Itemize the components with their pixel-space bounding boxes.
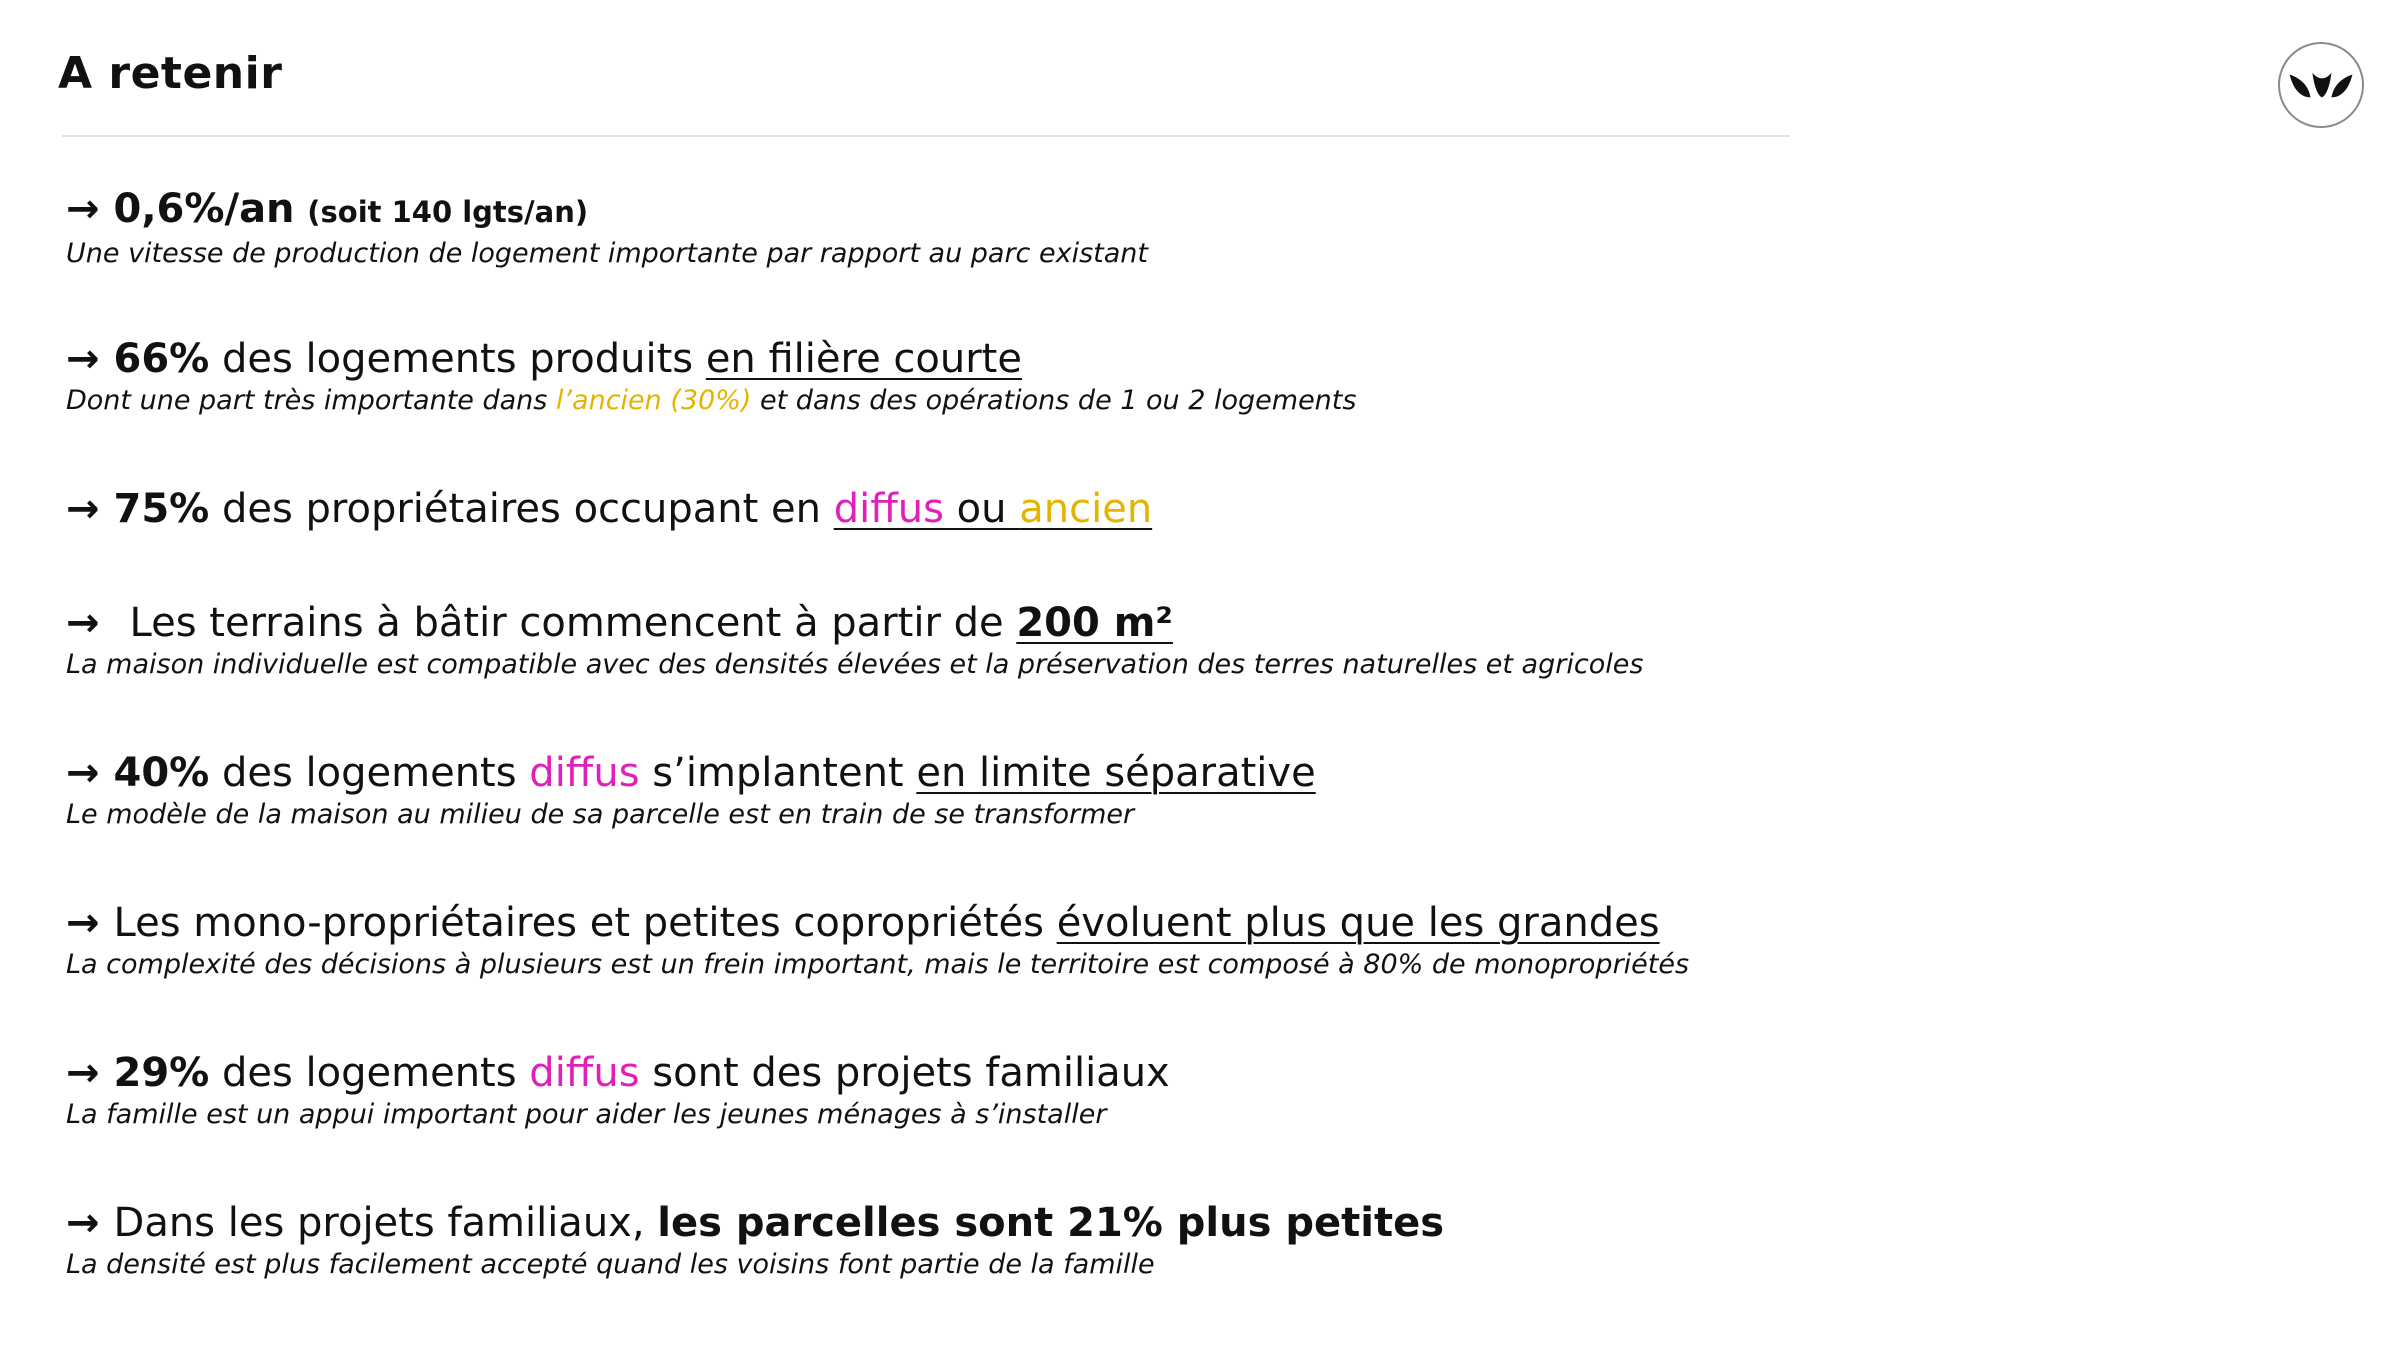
item-subtitle: Une vitesse de production de logement importante par rapport au parc existant — [66, 238, 1148, 269]
item-headline — [66, 1048, 1786, 1098]
list-item — [66, 748, 1786, 832]
item-headline — [66, 484, 1786, 534]
item-subtitle: La famille est un appui important pour aider les jeunes ménages à s’installer — [66, 1099, 1107, 1130]
item-stat: 75% — [113, 486, 210, 532]
subtitle-suffix: et dans des opérations de 1 ou 2 logements — [751, 385, 1357, 416]
highlight-diffus: diffus — [529, 750, 640, 796]
list-item — [66, 1198, 1786, 1282]
item-underlined-text: en filière courte — [705, 336, 1022, 382]
item-text: Dans les projets familiaux, — [113, 1200, 658, 1246]
item-subtitle: La complexité des décisions à plusieurs est un frein important, mais le territoire est composé à 80% de monopropriétés — [66, 949, 1690, 980]
title-divider — [62, 135, 1790, 137]
item-stat: 29% — [113, 1050, 210, 1096]
page-title: A retenir — [58, 48, 283, 99]
arrow-right-icon: → — [66, 486, 100, 532]
arrow-right-icon: → — [66, 750, 100, 796]
item-headline — [66, 748, 1786, 798]
list-item — [66, 1048, 1786, 1132]
list-item — [66, 598, 1786, 682]
arrow-right-icon: → — [66, 600, 100, 646]
item-stat: 66% — [113, 336, 210, 382]
item-stat: 40% — [113, 750, 210, 796]
item-text: des logements — [209, 1050, 530, 1096]
subtitle-prefix: Dont une part très importante dans — [66, 385, 556, 416]
item-subtitle: La maison individuelle est compatible avec des densités élevées et la préservation des terres naturelles et agricoles — [66, 649, 1644, 680]
item-headline — [66, 334, 1786, 384]
arrow-right-icon: → — [66, 900, 100, 946]
item-headline — [66, 898, 1786, 948]
item-underlined-text: évoluent plus que les grandes — [1056, 900, 1660, 946]
item-stat-detail: (soit 140 lgts/an) — [307, 195, 589, 229]
item-text: Les terrains à bâtir commencent à partir de — [129, 600, 1017, 646]
item-text: des propriétaires occupant en — [209, 486, 834, 532]
item-stat: les parcelles sont 21% plus petites — [657, 1200, 1445, 1246]
subtitle-highlight-ancien: l’ancien (30%) — [555, 385, 752, 416]
list-item — [66, 484, 1786, 534]
arrow-right-icon: → — [66, 1200, 100, 1246]
item-text: s’implantent — [639, 750, 917, 796]
highlight-diffus: diffus — [833, 486, 944, 532]
item-headline — [66, 598, 1786, 648]
item-underlined-text: en limite séparative — [916, 750, 1316, 796]
list-item — [66, 184, 1786, 271]
item-subtitle: La densité est plus facilement accepté quand les voisins font partie de la famille — [66, 1249, 1155, 1280]
arrow-right-icon: → — [66, 1050, 100, 1096]
list-item — [66, 898, 1786, 982]
arrow-right-icon: → — [66, 336, 100, 382]
leaf-logo-icon — [2278, 42, 2364, 128]
item-text: des logements — [209, 750, 530, 796]
arrow-right-icon: → — [66, 186, 100, 232]
list-item — [66, 334, 1786, 418]
item-stat: 200 m² — [1016, 600, 1173, 646]
item-text-ou: ou — [943, 486, 1020, 532]
item-subtitle: Le modèle de la maison au milieu de sa parcelle est en train de se transformer — [66, 799, 1135, 830]
item-headline — [66, 1198, 1786, 1248]
highlight-ancien: ancien — [1019, 486, 1153, 532]
highlight-diffus: diffus — [529, 1050, 640, 1096]
item-text: des logements produits — [209, 336, 706, 382]
item-headline — [66, 184, 1786, 237]
item-text: sont des projets familiaux — [639, 1050, 1170, 1096]
item-text: Les mono-propriétaires et petites copropriétés — [113, 900, 1057, 946]
item-subtitle — [66, 384, 1786, 418]
item-stat: 0,6%/an — [113, 186, 295, 232]
